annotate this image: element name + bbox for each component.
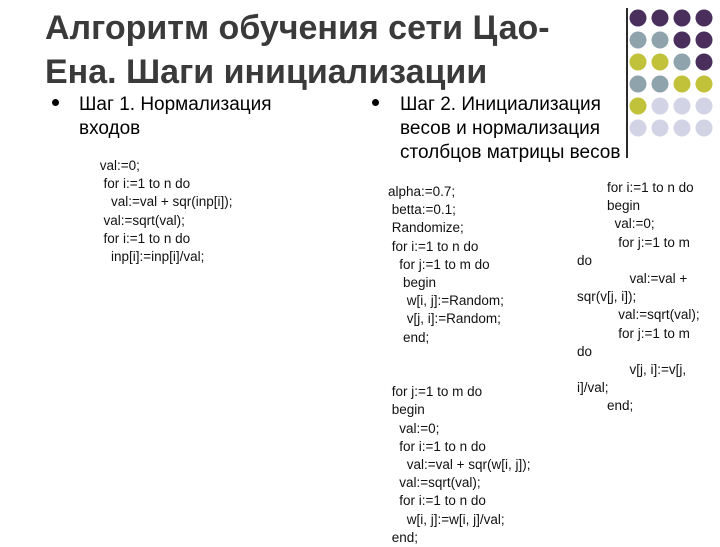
code-line: val:=sqrt(val); (577, 307, 700, 323)
code-line: for i:=1 to n do (388, 493, 486, 509)
code-line: begin (577, 198, 641, 214)
code-line: end; (388, 329, 430, 345)
decor-dot (652, 54, 669, 71)
left-heading-line-2: входов (79, 118, 141, 139)
code-line: inp[i]:=inp[i]/val; (96, 249, 205, 265)
left-heading (79, 93, 349, 141)
decor-dot (630, 10, 647, 27)
title-line-2: Ена. Шаги инициализации (45, 53, 488, 91)
code-line: alpha:=0.7; (388, 184, 456, 199)
code-line: do (577, 343, 593, 359)
decor-dot (674, 54, 691, 71)
decor-dot (696, 10, 713, 27)
code-line: end; (577, 398, 634, 414)
code-line: sqr(v[j, i]); (577, 289, 637, 305)
code-line: for i:=1 to n do (96, 176, 191, 192)
code-line: begin (388, 402, 425, 418)
left-bullet-icon (52, 99, 59, 106)
code-line: val:=0; (96, 158, 140, 173)
code-line (388, 347, 531, 365)
code-line: w[i, j]:=w[i, j]/val; (388, 511, 505, 527)
code-line: v[j, i]:=Random; (388, 311, 501, 327)
left-heading-line-1: Шаг 1. Нормализация (79, 94, 272, 115)
code-line: for j:=1 to m do (388, 256, 490, 272)
decor-dot (630, 76, 647, 93)
code-line: do (577, 252, 593, 268)
code-line: begin (388, 275, 437, 291)
decor-dot (652, 10, 669, 27)
code-line: betta:=0.1; (388, 202, 456, 218)
right-bullet-icon (372, 99, 379, 106)
code-line: for i:=1 to n do (577, 180, 694, 195)
code-line: val:=val + (577, 271, 688, 287)
code-line: w[i, j]:=Random; (388, 293, 504, 309)
code-line: for j:=1 to m do (388, 384, 483, 400)
decor-dot (630, 54, 647, 71)
right-heading (400, 93, 700, 165)
right-heading-line-2: весов и нормализация (400, 118, 601, 139)
left-code-block (96, 157, 233, 266)
code-line: i]/val; (577, 380, 609, 396)
code-line: end; (388, 529, 419, 545)
decor-dot (674, 76, 691, 93)
slide-title (45, 6, 605, 94)
code-line: val:=val + sqr(w[i, j]); (388, 457, 531, 473)
decor-dot (652, 32, 669, 49)
code-line: Randomize; (388, 220, 464, 236)
decor-dot (630, 32, 647, 49)
right-code-block-b (577, 179, 700, 416)
decor-dot (696, 32, 713, 49)
right-heading-line-3: столбцов матрицы весов (400, 142, 621, 163)
decor-dot (696, 54, 713, 71)
code-line: val:=val + sqr(inp[i]); (96, 194, 233, 210)
code-line: for j:=1 to m (577, 234, 690, 250)
code-line: val:=0; (577, 216, 655, 232)
code-line: for i:=1 to n do (388, 438, 486, 454)
right-code-block-a (388, 183, 531, 547)
decor-dot (652, 76, 669, 93)
decor-dot (674, 10, 691, 27)
decor-dot (696, 76, 713, 93)
code-line (388, 365, 531, 383)
right-heading-line-1: Шаг 2. Инициализация (400, 94, 601, 115)
code-line: for j:=1 to m (577, 325, 690, 341)
code-line: for i:=1 to n do (96, 230, 191, 246)
code-line: v[j, i]:=v[j, (577, 362, 687, 378)
code-line: val:=sqrt(val); (96, 212, 185, 228)
code-line: val:=sqrt(val); (388, 475, 481, 491)
code-line: for i:=1 to n do (388, 238, 479, 254)
decor-dot (674, 32, 691, 49)
code-line: val:=0; (388, 420, 440, 436)
title-line-1: Алгоритм обучения сети Цао- (45, 9, 550, 47)
